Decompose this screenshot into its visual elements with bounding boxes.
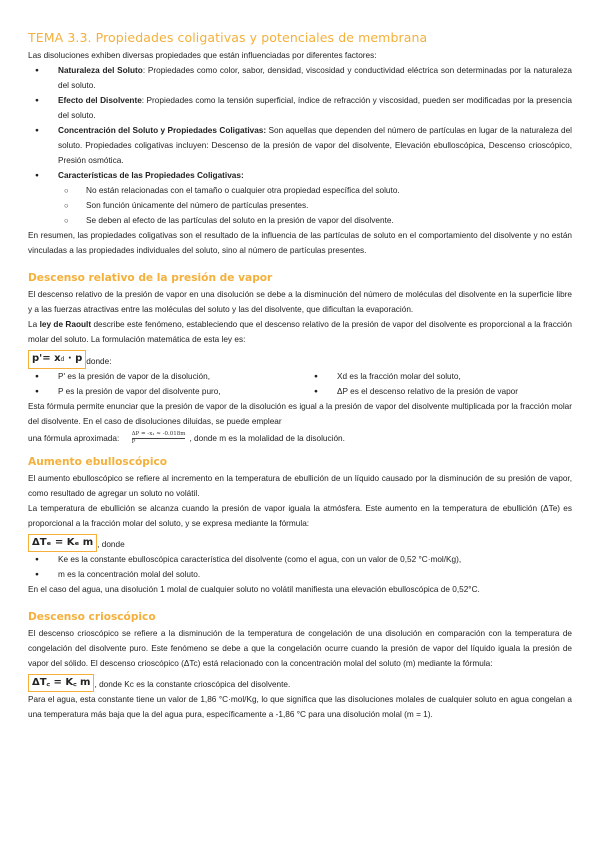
item-term: Efecto del Disolvente [58, 96, 142, 105]
item-term: Concentración del Soluto y Propiedades Coligativas: [58, 126, 267, 135]
formula-numerator: ΔP [131, 431, 140, 438]
raoult-formula-line [28, 350, 572, 369]
text: , donde Kc es la constante crioscópica del disolvente. [94, 680, 291, 690]
formula-rhs: = -x₁ ≈ -0.018m [141, 431, 186, 438]
list-item: ○ No están relacionadas con el tamaño o cualquier otra propiedad específica del soluto. [28, 183, 572, 198]
list-item [28, 93, 572, 123]
text: La [28, 320, 40, 329]
item-text: Son aquellas que dependen del número de partículas en lugar de la naturaleza del soluto. Propiedades coligativas incluyen: Descenso de la presión de vapor del disolvente, Elevación ebulloscópica, Descenso crioscópico, Presión osmótica. [58, 126, 572, 165]
item-text: : Propiedades como la tensión superficial, índice de refracción y viscosidad, pueden ser modificadas por la presencia del soluto. [58, 96, 572, 120]
text: , donde m es la molalidad de la disolución. [189, 434, 345, 443]
ebullo-variables-list [28, 552, 572, 582]
formula-subscript: d [60, 356, 65, 363]
list-item: ● Ke es la constante ebulloscópica característica del disolvente (como el agua, con un valor de 0,52 °C·mol/Kg), [28, 552, 572, 567]
approx-formula [132, 431, 186, 446]
vapor-variables-list [28, 369, 572, 399]
donde-label: donde: [86, 357, 112, 366]
factors-list [28, 63, 572, 228]
raoult-formula [28, 350, 86, 369]
text: una fórmula aproximada: [28, 434, 120, 443]
raoult-paragraph [28, 317, 572, 347]
summary-paragraph: En resumen, las propiedades coligativas son el resultado de la influencia de las partículas de soluto en el comportamiento del disolvente y no están vinculadas a las propiedades individuales del soluto, sino al número de partículas presentes. [28, 231, 572, 255]
crio-formula-line [28, 674, 572, 692]
list-item: ● ΔP es el descenso relativo de la presión de vapor [307, 384, 572, 399]
section-heading-ebullo: Aumento ebulloscópico [28, 456, 168, 469]
formula-denominator: P [131, 439, 136, 446]
donde-label: , donde [97, 540, 125, 550]
list-item: ● P es la presión de vapor del disolvente puro, [28, 384, 293, 399]
formula-tail: · p [67, 353, 83, 364]
item-text: : Propiedades como color, sabor, densidad, viscosidad y conductividad eléctrica son determinadas por la naturaleza del soluto. [58, 66, 572, 90]
raoult-term: ley de Raoult [39, 320, 92, 329]
paragraph: La temperatura de ebullición se alcanza cuando la presión de vapor iguala la atmósfera. Este aumento en la temperatura de ebullición (ΔTe) es proporcional a la fracción molar del soluto, y se expresa mediante la fórmula: [28, 504, 572, 529]
paragraph: El aumento ebulloscópico se refiere al incremento en la temperatura de ebullición de un líquido causado por la disminución de su presión de vapor, como resultado de agregar un soluto no volátil. [28, 474, 572, 499]
intro-paragraph: Las disoluciones exhiben diversas propiedades que están influenciadas por diferentes factores: [28, 51, 377, 60]
item-term: Naturaleza del Soluto [58, 66, 143, 75]
list-item [28, 168, 572, 228]
list-item: ● P' es la presión de vapor de la disolución, [28, 369, 293, 384]
paragraph: Para el agua, esta constante tiene un valor de 1,86 °C·mol/Kg, lo que significa que las disoluciones molales de cualquier soluto en agua congelan a una temperatura más baja que la del agua pura, específicamente a -1,86 °C para una disolución molal (m = 1). [28, 695, 572, 720]
paragraph: El descenso relativo de la presión de vapor en una disolución se debe a la disminución del número de moléculas del disolvente en la superficie libre y a las fuerzas atractivas entre las moléculas del soluto y las del disolvente, que dificultan la evaporación. [28, 290, 572, 314]
list-item: ● m es la concentración molal del soluto. [28, 567, 572, 582]
section-heading-vapor: Descenso relativo de la presión de vapor [28, 272, 273, 284]
paragraph: El descenso crioscópico se refiere a la disminución de la temperatura de congelación de una disolución en comparación con la temperatura de congelación del disolvente puro. Este fenómeno se debe a que la congelación ocurre cuando la presión de vapor del líquido iguala la presión de vapor del sólido. El descenso crioscópico (ΔTc) está relacionado con la concentración molal del soluto (m) mediante la fórmula: [28, 629, 572, 669]
list-item [28, 63, 572, 93]
list-item: ○ Se deben al efecto de las partículas del soluto en la presión de vapor del disolvente. [28, 213, 572, 228]
ebullo-formula-line [28, 534, 572, 552]
item-term: Características de las Propiedades Coligativas: [58, 171, 244, 180]
formula-main: p'= x [32, 353, 61, 364]
list-item: ● Xd es la fracción molar del soluto, [307, 369, 572, 384]
paragraph: Esta fórmula permite enunciar que la presión de vapor de la disolución es igual a la presión de vapor del disolvente multiplicada por la fracción molar del disolvente. En el caso de disoluciones diluidas, se puede emplear [28, 402, 572, 426]
section-heading-crio: Descenso crioscópico [28, 611, 156, 624]
list-item [28, 123, 572, 168]
page-title: TEMA 3.3. Propiedades coligativas y potenciales de membrana [28, 30, 428, 45]
approx-formula-line [28, 431, 572, 446]
crio-formula: ΔT꜀ = K꜀ m [28, 674, 94, 692]
text: describe este fenómeno, estableciendo que el descenso relativo de la presión de vapor del disolvente es proporcional a la fracción molar del soluto. La formulación matemática de esta ley es: [28, 320, 572, 344]
ebullo-formula: ΔTₑ = Kₑ m [28, 534, 97, 552]
paragraph: En el caso del agua, una disolución 1 molal de cualquier soluto no volátil manifiesta una elevación ebulloscópica de 0,52°C. [28, 585, 480, 595]
list-item: ○ Son función únicamente del número de partículas presentes. [28, 198, 572, 213]
characteristics-list [28, 183, 572, 228]
